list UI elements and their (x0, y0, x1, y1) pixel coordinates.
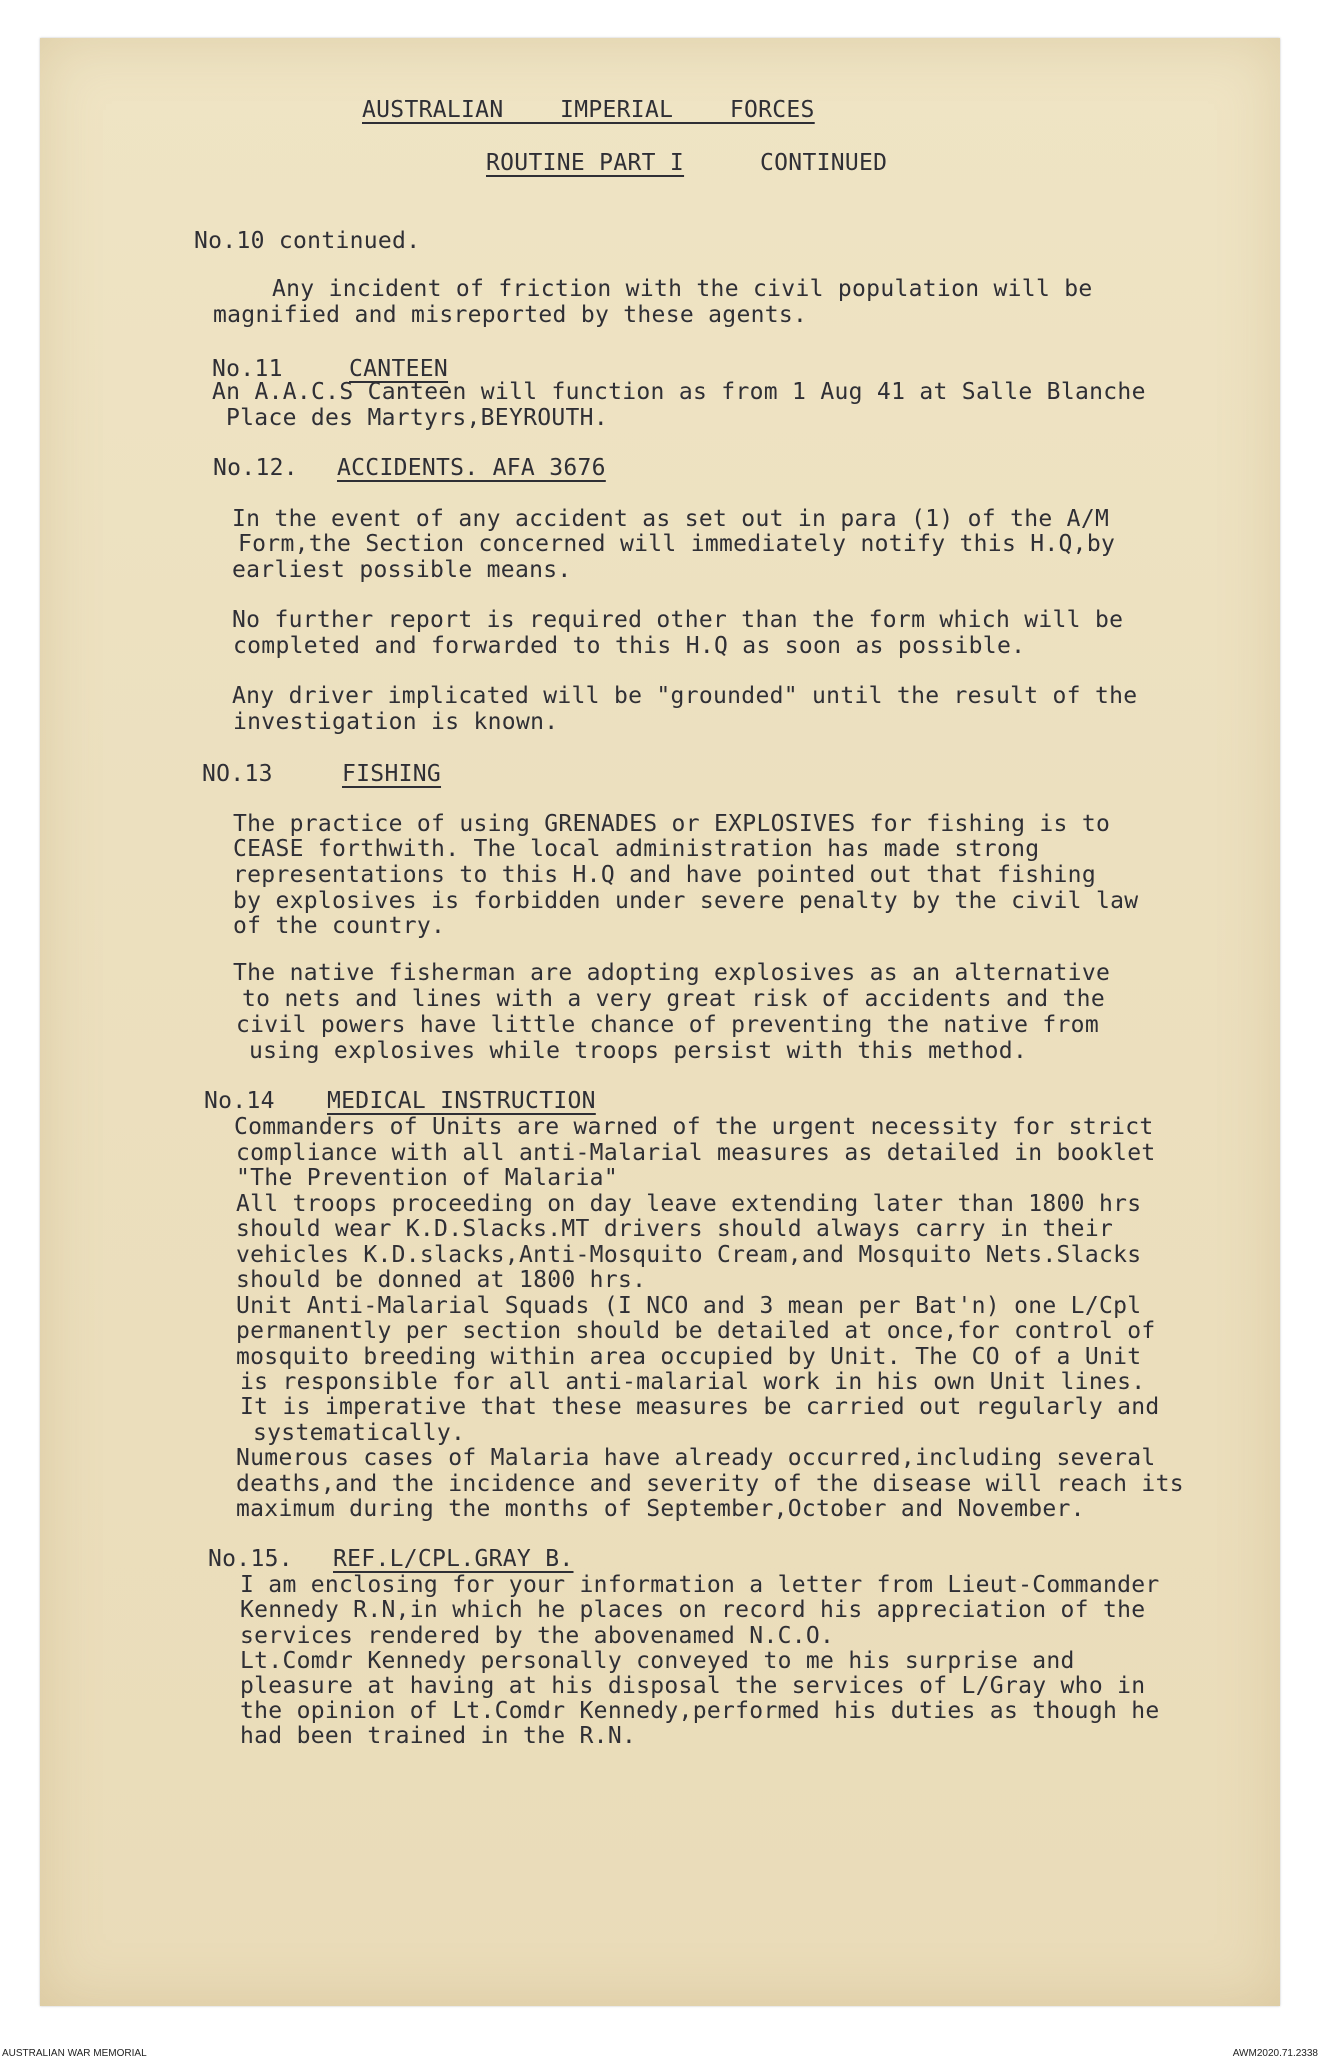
section-12-para3-line: Any driver implicated will be "grounded" until the result of the (232, 683, 1138, 709)
document-title: AUSTRALIAN IMPERIAL FORCES (362, 97, 815, 123)
section-12-title: ACCIDENTS. AFA 3676 (337, 455, 606, 481)
section-14-line: Numerous cases of Malaria have already occurred,including several (236, 1445, 1156, 1471)
document-subtitle-suffix: CONTINUED (760, 150, 888, 176)
section-14-line: should be donned at 1800 hrs. (236, 1267, 647, 1293)
section-10-line: Any incident of friction with the civil population will be (272, 276, 1093, 302)
section-12-para1-line: earliest possible means. (232, 557, 572, 583)
section-14-line: mosquito breeding within area occupied by Unit. The CO of a Unit (236, 1344, 1142, 1370)
section-11-title: CANTEEN (349, 356, 449, 382)
section-15-line: Lt.Comdr Kennedy personally conveyed to me his surprise and (240, 1648, 1075, 1674)
section-14-line: deaths,and the incidence and severity of the disease will reach its (236, 1471, 1184, 1497)
section-14-line: Unit Anti-Malarial Squads (I NCO and 3 mean per Bat'n) one L/Cpl (236, 1293, 1142, 1319)
section-15-title: REF.L/CPL.GRAY B. (333, 1546, 574, 1572)
section-13-para1-line: representations to this H.Q and have pointed out that fishing (233, 862, 1096, 888)
section-11-line: Place des Martyrs,BEYROUTH. (226, 405, 608, 431)
section-15-line: Kennedy R.N,in which he places on record his appreciation of the (240, 1597, 1146, 1623)
section-12-para1-line: In the event of any accident as set out in para (1) of the A/M (232, 506, 1110, 532)
section-15-line: the opinion of Lt.Comdr Kennedy,performed his duties as though he (240, 1698, 1160, 1724)
section-14-line: It is imperative that these measures be carried out regularly and (240, 1394, 1160, 1420)
footer-reference: AWM2020.71.2338 (1232, 2048, 1318, 2059)
section-12-number: No.12. (213, 455, 298, 481)
section-14-line: should wear K.D.Slacks.MT drivers should always carry in their (236, 1216, 1114, 1242)
section-14-line: compliance with all anti-Malarial measures as detailed in booklet (236, 1140, 1156, 1166)
section-15-line: I am enclosing for your information a letter from Lieut-Commander (240, 1572, 1160, 1598)
section-14-line: maximum during the months of September,October and November. (236, 1496, 1085, 1522)
section-14-line: permanently per section should be detailed at once,for control of (236, 1318, 1156, 1344)
section-11-number: No.11 (212, 356, 283, 382)
section-14-title: MEDICAL INSTRUCTION (327, 1088, 596, 1114)
section-11-line: An A.A.C.S Canteen will function as from 1 Aug 41 at Salle Blanche (212, 379, 1146, 405)
section-14-line: All troops proceeding on day leave extending later than 1800 hrs (236, 1191, 1142, 1217)
document-subtitle: ROUTINE PART I (486, 150, 685, 176)
section-12-para2-line: No further report is required other than the form which will be (232, 607, 1124, 633)
section-14-line: "The Prevention of Malaria" (236, 1165, 618, 1191)
section-12-para3-line: investigation is known. (233, 709, 559, 735)
section-13-para1-line: CEASE forthwith. The local administration has made strong (233, 836, 1040, 862)
section-15-number: No.15. (208, 1546, 293, 1572)
section-15-line: services rendered by the abovenamed N.C.O. (240, 1623, 835, 1649)
section-14-line: systematically. (253, 1420, 466, 1446)
section-14-number: No.14 (204, 1088, 275, 1114)
section-13-para2-line: civil powers have little chance of preventing the native from (236, 1012, 1099, 1038)
section-13-title: FISHING (342, 761, 442, 787)
section-13-para2-line: using explosives while troops persist with this method. (249, 1038, 1028, 1064)
section-13-para1-line: by explosives is forbidden under severe penalty by the civil law (233, 888, 1139, 914)
footer-source: AUSTRALIAN WAR MEMORIAL (2, 2048, 147, 2059)
section-10-line: magnified and misreported by these agents. (213, 302, 808, 328)
section-14-line: is responsible for all anti-malarial work in his own Unit lines. (240, 1369, 1146, 1395)
section-13-para2-line: to nets and lines with a very great risk of accidents and the (242, 986, 1105, 1012)
section-12-para1-line: Form,the Section concerned will immediately notify this H.Q,by (238, 531, 1116, 557)
section-10-heading: No.10 continued. (194, 228, 421, 254)
section-15-line: pleasure at having at his disposal the services of L/Gray who in (240, 1673, 1146, 1699)
section-13-number: NO.13 (202, 761, 273, 787)
section-13-para2-line: The native fisherman are adopting explosives as an alternative (233, 960, 1111, 986)
section-12-para2-line: completed and forwarded to this H.Q as soon as possible. (233, 633, 1026, 659)
section-15-line: had been trained in the R.N. (240, 1723, 637, 1749)
section-13-para1-line: of the country. (233, 913, 446, 939)
section-13-para1-line: The practice of using GRENADES or EXPLOSIVES for fishing is to (233, 811, 1111, 837)
section-14-line: vehicles K.D.slacks,Anti-Mosquito Cream,and Mosquito Nets.Slacks (236, 1242, 1142, 1268)
section-14-line: Commanders of Units are warned of the urgent necessity for strict (234, 1114, 1154, 1140)
